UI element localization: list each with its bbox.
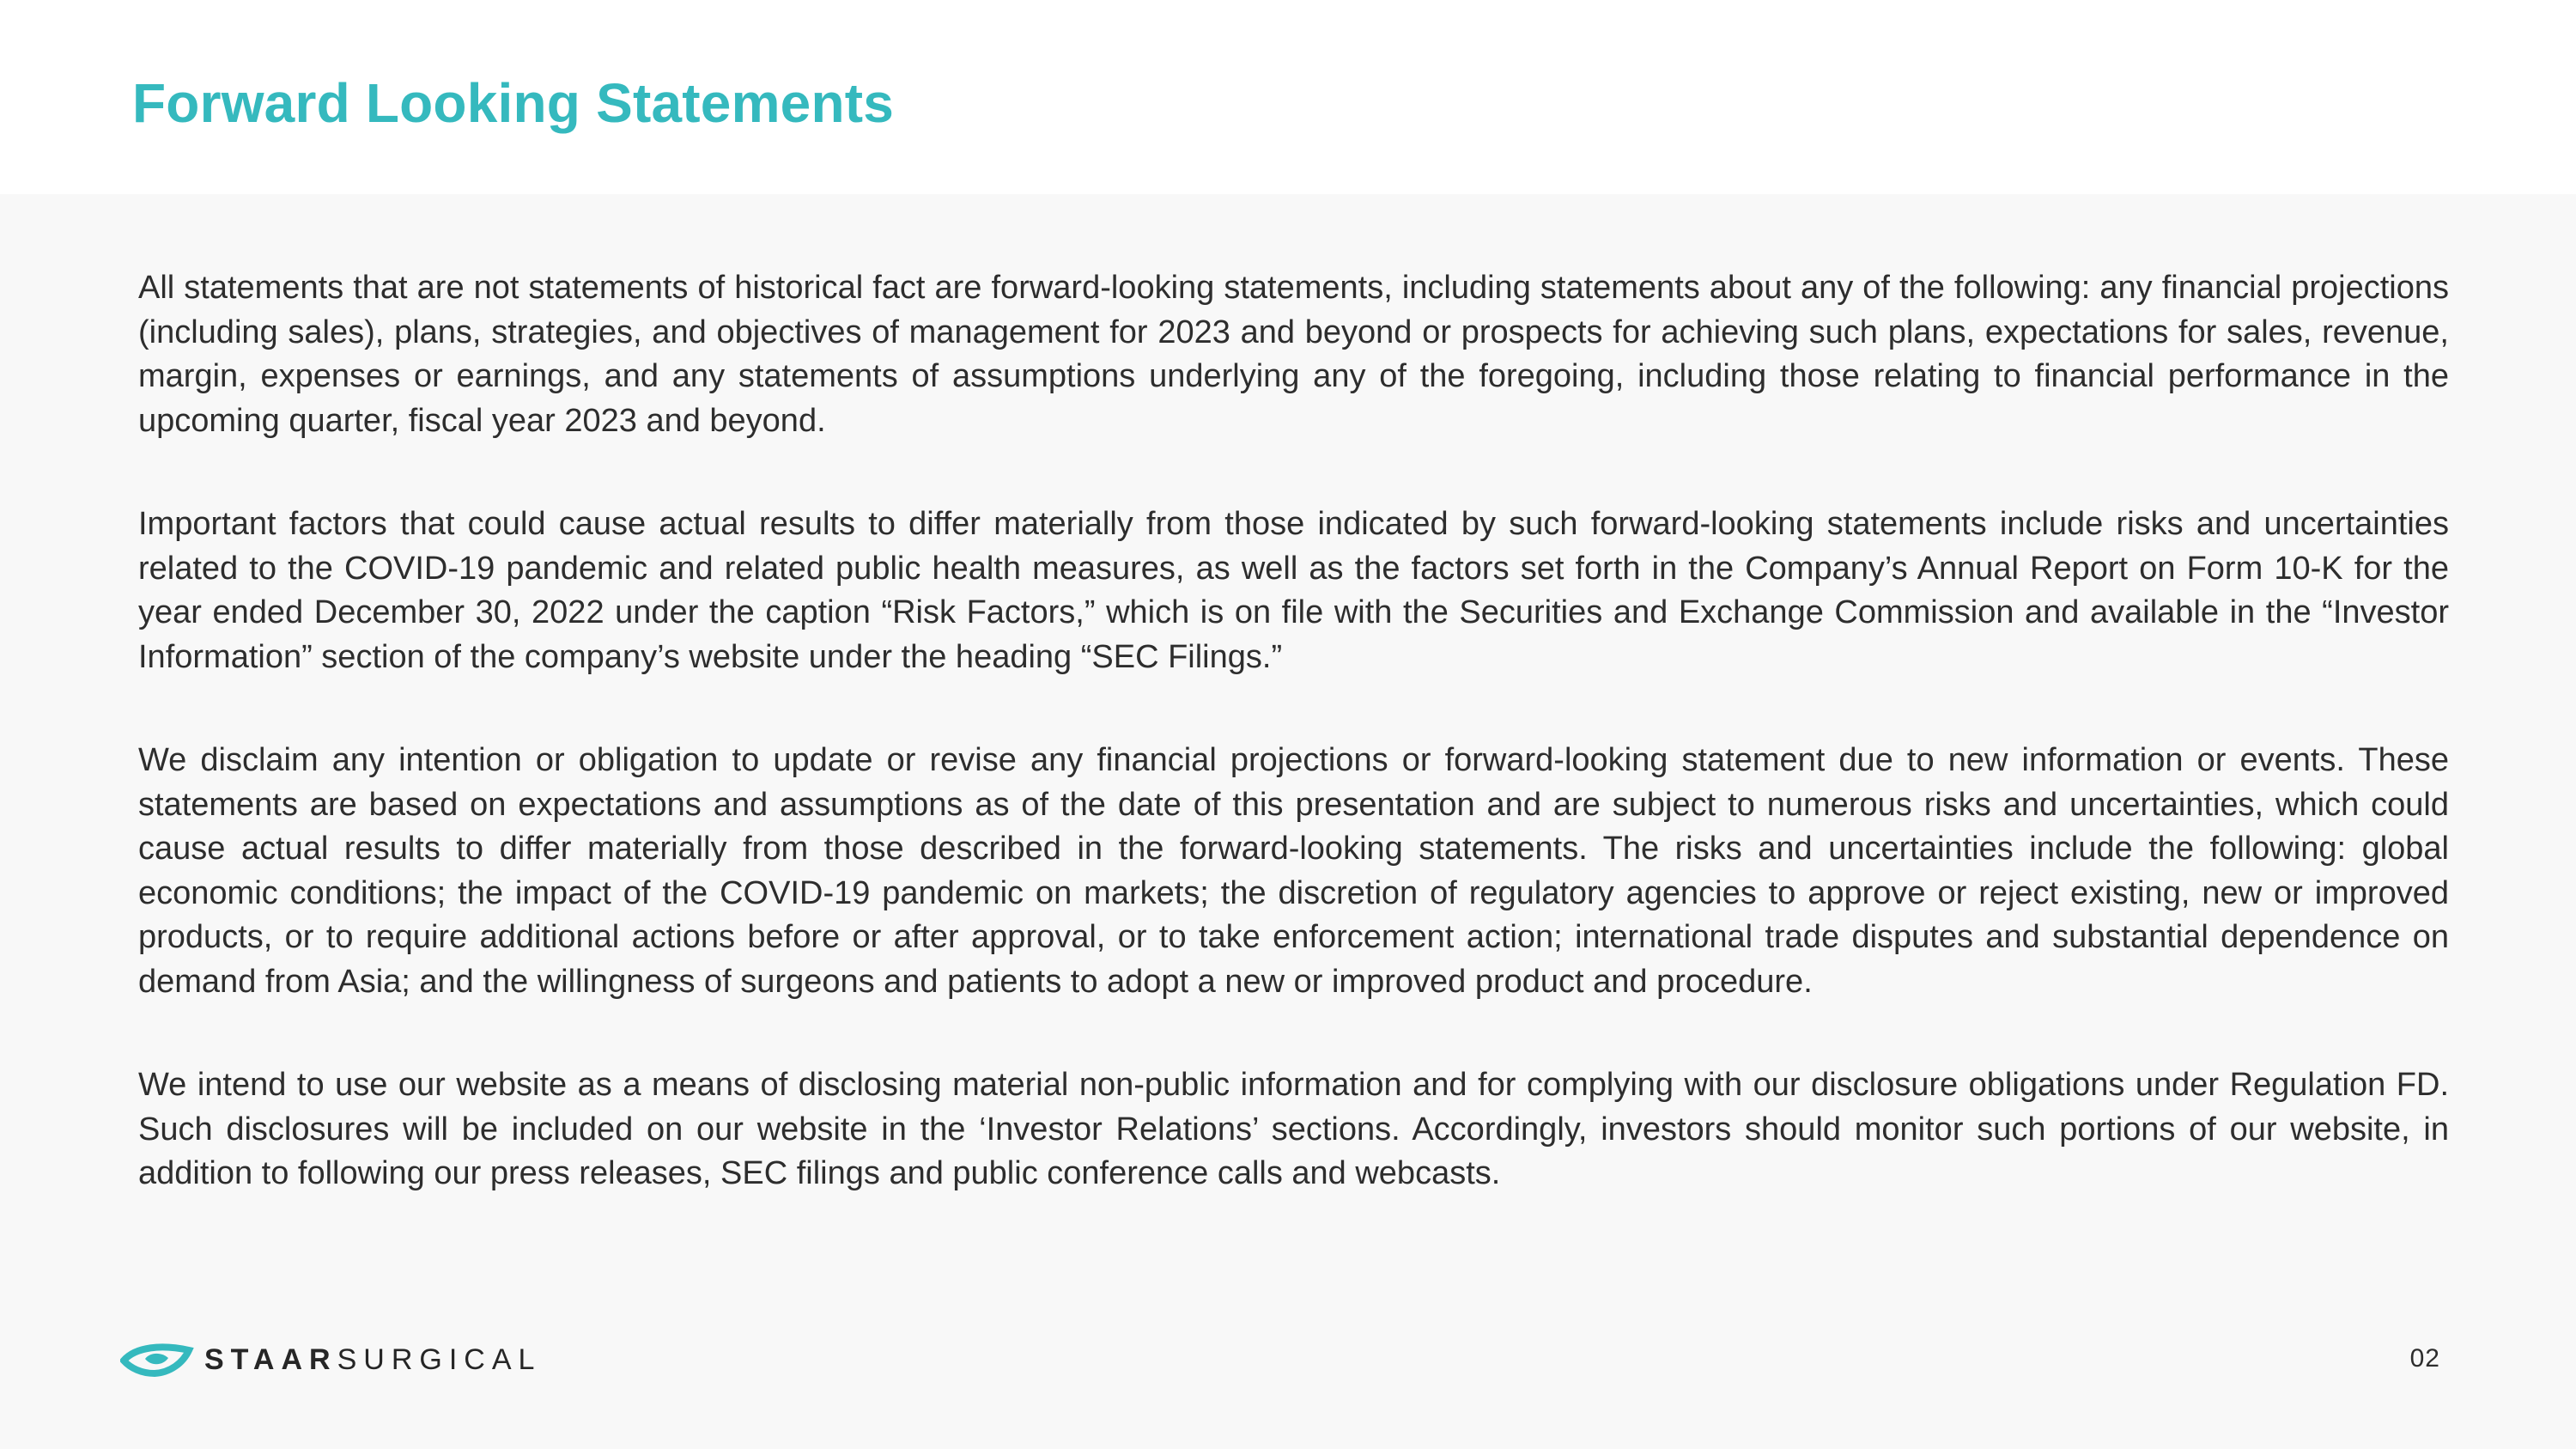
disclaimer-paragraph-2: Important factors that could cause actual results to differ materially from those indicated by such forward-looking statements include risks and uncertainties related to the COVID-19 pandemic and related public health measures, as well as the factors set forth in the Company’s Annual Report on Form 10-K for the year ended December 30, 2022 under the caption “Risk Factors,” which is on file with the Securities and Exchange Commission and available in the “Investor Information” section of the company’s website under the heading “SEC Filings.”	[138, 506, 2449, 675]
disclaimer-paragraph-3: We disclaim any intention or obligation to update or revise any financial projections or forward-looking statement due to new information or events. These statements are based on expectations and assumptions as of the date of this presentation and are subject to numerous risks and uncertainties, which could cause actual results to differ materially from those described in the forward-looking statements. The risks and uncertainties include the following: global economic conditions; the impact of the COVID-19 pandemic on markets; the discretion of regulatory agencies to approve or reject existing, new or improved products, or to require additional actions before or after approval, or to take enforcement action; international trade disputes and substantial dependence on demand from Asia; and the willingness of surgeons and patients to adopt a new or improved product and procedure.	[138, 742, 2449, 1000]
disclaimer-paragraph-1: All statements that are not statements of historical fact are forward-looking statements, including statements about any of the following: any financial projections (including sales), plans, strategies, and objectives of management for 2023 and beyond or prospects for achieving such plans, expectations for sales, revenue, margin, expenses or earnings, and any statements of assumptions underlying any of the foregoing, including those relating to financial performance in the upcoming quarter, fiscal year 2023 and beyond.	[138, 270, 2449, 439]
header-band	[0, 0, 2576, 194]
disclaimer-paragraph-4: We intend to use our website as a means of disclosing material non-public information and for complying with our disclosure obligations under Regulation FD. Such disclosures will be included on our website in the ‘Investor Relations’ sections. Accordingly, investors should monitor such portions of our website, in addition to following our press releases, SEC filings and public conference calls and webcasts.	[138, 1067, 2449, 1191]
company-logo	[120, 1340, 541, 1379]
page-title: Forward Looking Statements	[132, 72, 895, 134]
company-name-bold: STAAR	[204, 1343, 337, 1376]
disclaimer-body	[138, 266, 2449, 1256]
eye-logo-icon	[120, 1340, 194, 1379]
page-number: 02	[2409, 1344, 2440, 1373]
company-name-light: SURGICAL	[337, 1343, 542, 1376]
company-name	[204, 1340, 541, 1379]
